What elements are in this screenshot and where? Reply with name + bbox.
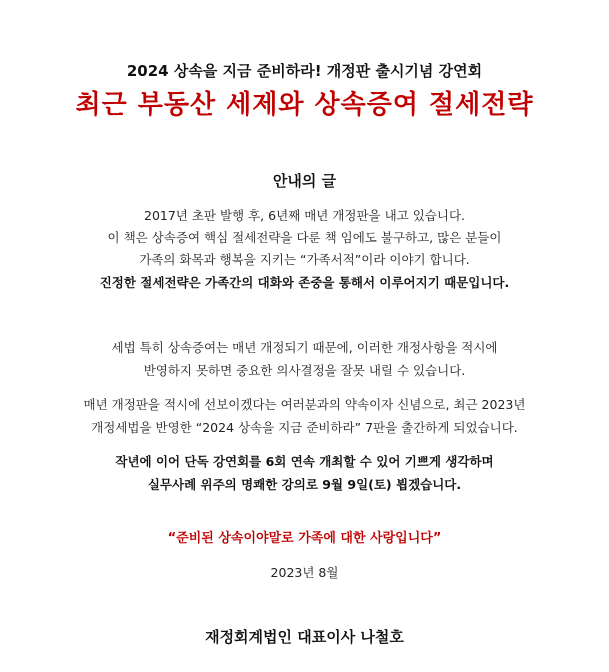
paragraph-3-line-1: 매년 개정판을 적시에 선보이겠다는 여러분과의 약속이자 신념으로, 최근 2023년 xyxy=(83,397,526,412)
emphasis-line-2: 작년에 이어 단독 강연회를 6회 연속 개최할 수 있어 기쁘게 생각하며 xyxy=(115,454,494,469)
paragraph-1-line-2: 이 책은 상속증여 핵심 절세전략을 다룬 책 임에도 불구하고, 많은 분들이 xyxy=(107,230,502,245)
closing-quote: “준비된 상속이야말로 가족에 대한 사랑입니다” xyxy=(167,531,442,546)
paragraph-1-line-1: 2017년 초판 발행 후, 6년째 매년 개정판을 내고 있습니다. xyxy=(144,208,465,223)
event-subtitle: 2024 상속을 지금 준비하라! 개정판 출시기념 강연회 xyxy=(126,62,483,80)
date-text: 2023년 8월 xyxy=(270,565,339,580)
section-heading: 안내의 글 xyxy=(272,172,337,190)
paragraph-2-line-1: 세법 특히 상속증여는 매년 개정되기 때문에, 이러한 개정사항을 적시에 xyxy=(111,340,498,355)
paragraph-3-line-2: 개정세법을 반영한 “2024 상속을 지금 준비하라” 7판을 출간하게 되었습니다. xyxy=(91,420,518,435)
emphasis-line-1: 진정한 절세전략은 가족간의 대화와 존중을 통해서 이루어지기 때문입니다. xyxy=(99,275,510,290)
paragraph-1-line-3: 가족의 화목과 행복을 지키는 “가족서적”이라 이야기 합니다. xyxy=(139,252,470,267)
paragraph-2-line-2: 반영하지 못하면 중요한 의사결정을 잘못 내릴 수 있습니다. xyxy=(143,363,466,378)
lecture-title: 최근 부동산 세제와 상속증여 절세전략 xyxy=(75,90,534,120)
emphasis-line-3: 실무사례 위주의 명쾌한 강의로 9월 9일(토) 뵙겠습니다. xyxy=(147,477,462,492)
signature: 재정회계법인 대표이사 나철호 xyxy=(205,628,404,646)
